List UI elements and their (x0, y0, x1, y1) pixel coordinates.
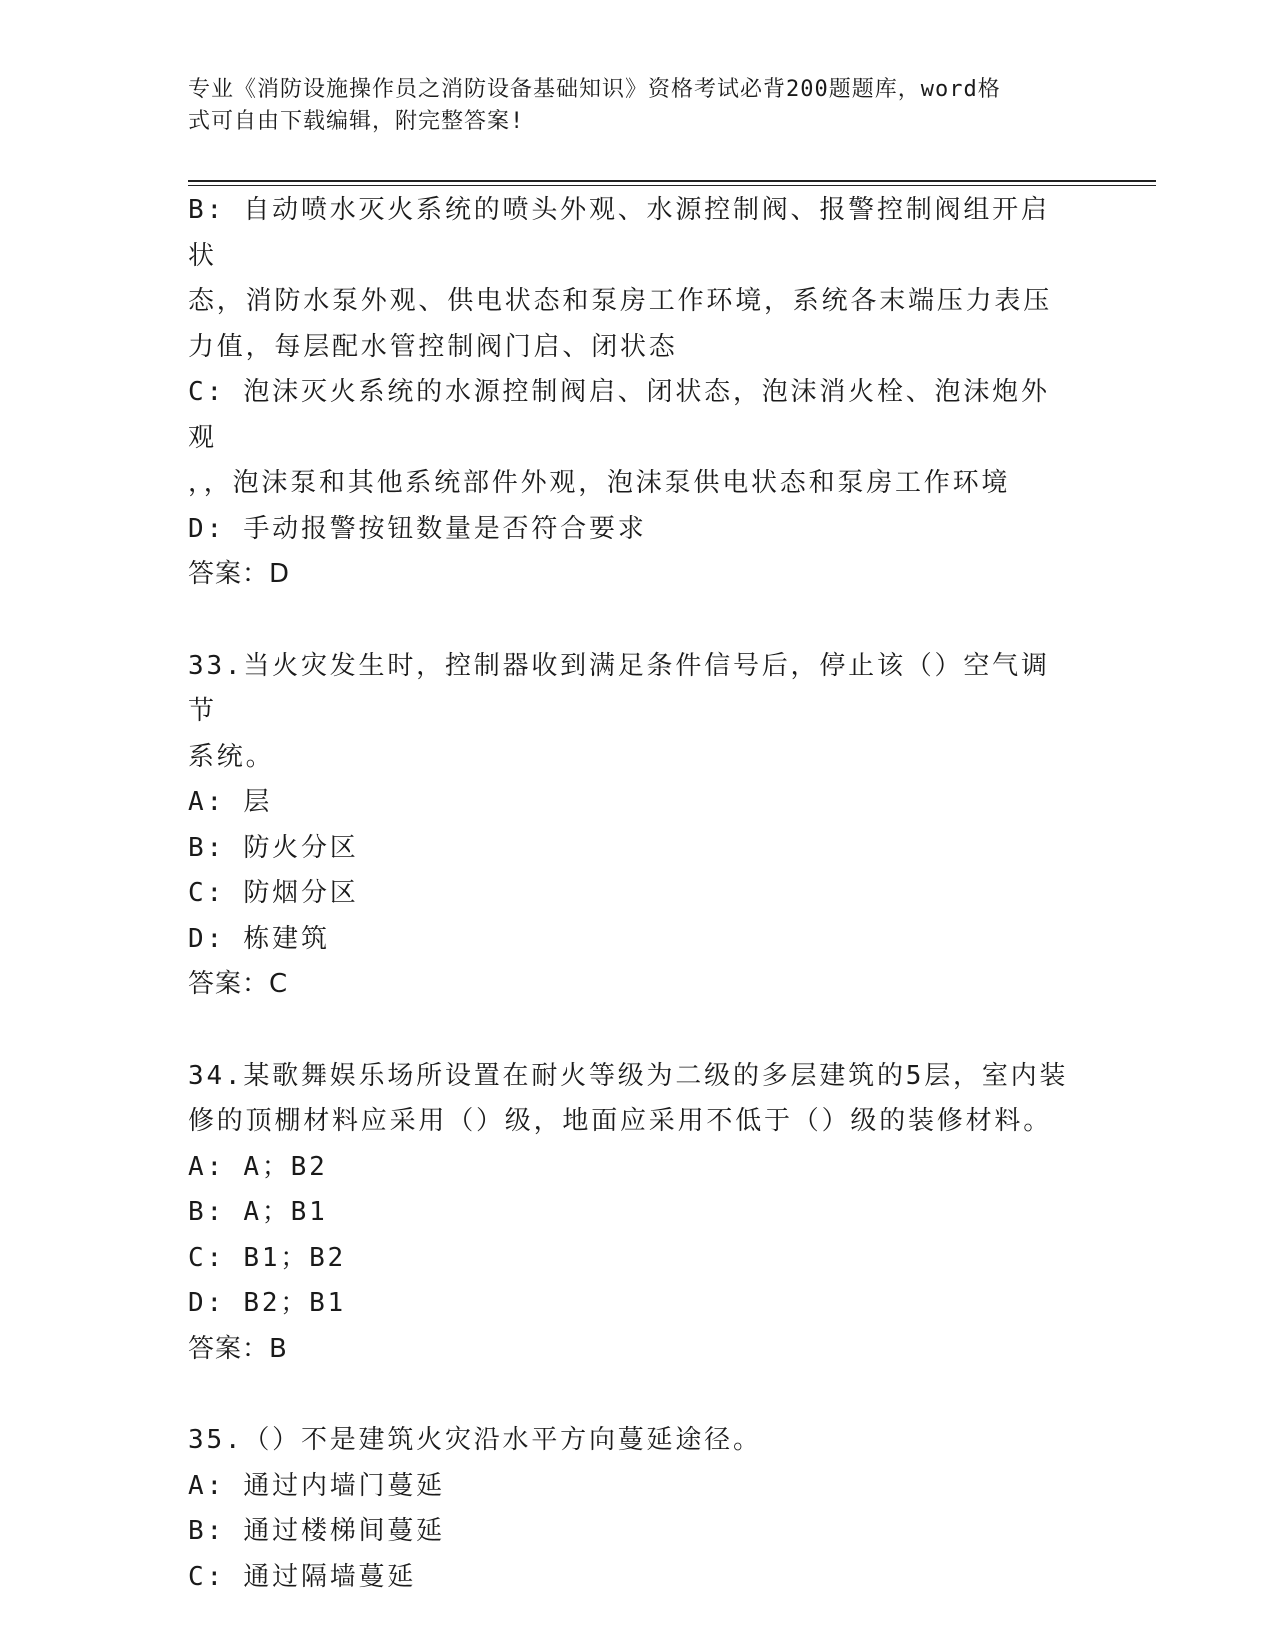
header-line-1: 专业《消防设施操作员之消防设备基础知识》资格考试必背200题题库，word格 (188, 77, 1001, 102)
question-35 (188, 1418, 1078, 1600)
question-34 (188, 1054, 1078, 1373)
option-d: D: 栋建筑 (188, 923, 330, 954)
option-c: C: 通过隔墙蔓延 (188, 1561, 417, 1592)
question-list (188, 188, 1078, 1600)
header-line-2: 式可自由下载编辑，附完整答案! (188, 109, 525, 134)
option-a: A: A；B2 (188, 1151, 328, 1182)
question-stem-line-2: 修的顶棚材料应采用（）级，地面应采用不低于（）级的装修材料。 (188, 1106, 1053, 1136)
spacer (188, 598, 1078, 644)
header-divider-thin (188, 185, 1156, 186)
option-b-line-2: 态，消防水泵外观、供电状态和泵房工作环境，系统各末端压力表压 (188, 286, 1053, 316)
document-header (188, 74, 1068, 138)
option-c-line-1: C: 泡沫灭火系统的水源控制阀启、闭状态，泡沫消火栓、泡沫炮外观 (188, 377, 1050, 453)
question-stem-line-1: 34.某歌舞娱乐场所设置在耐火等级为二级的多层建筑的5层，室内装 (188, 1060, 1069, 1091)
answer: 答案：D (188, 559, 291, 589)
option-b-line-1: B: 自动喷水灭火系统的喷头外观、水源控制阀、报警控制阀组开启状 (188, 195, 1050, 271)
question-stem-line-1: 33.当火灾发生时，控制器收到满足条件信号后，停止该（）空气调节 (188, 650, 1050, 726)
option-b-line-3: 力值，每层配水管控制阀门启、闭状态 (188, 331, 678, 362)
spacer (188, 1008, 1078, 1054)
question-32-remainder (188, 188, 1078, 598)
option-a: A: 层 (188, 787, 273, 817)
option-d: D: 手动报警按钮数量是否符合要求 (188, 513, 647, 544)
option-b: B: 通过楼梯间蔓延 (188, 1516, 445, 1546)
option-c: C: B1；B2 (188, 1242, 346, 1273)
option-a: A: 通过内墙门蔓延 (188, 1470, 445, 1501)
option-b: B: 防火分区 (188, 832, 359, 863)
question-33 (188, 644, 1078, 1008)
header-divider-thick (188, 180, 1156, 182)
question-stem-line-2: 系统。 (188, 741, 275, 772)
option-c: C: 防烟分区 (188, 878, 359, 908)
question-stem: 35.（）不是建筑火灾沿水平方向蔓延途径。 (188, 1425, 762, 1455)
spacer (188, 1372, 1078, 1418)
option-b: B: A；B1 (188, 1197, 328, 1227)
answer: 答案：C (188, 969, 289, 999)
option-c-line-2: ，，泡沫泵和其他系统部件外观，泡沫泵供电状态和泵房工作环境 (188, 468, 1011, 498)
answer: 答案：B (188, 1333, 288, 1364)
option-d: D: B2；B1 (188, 1288, 346, 1318)
